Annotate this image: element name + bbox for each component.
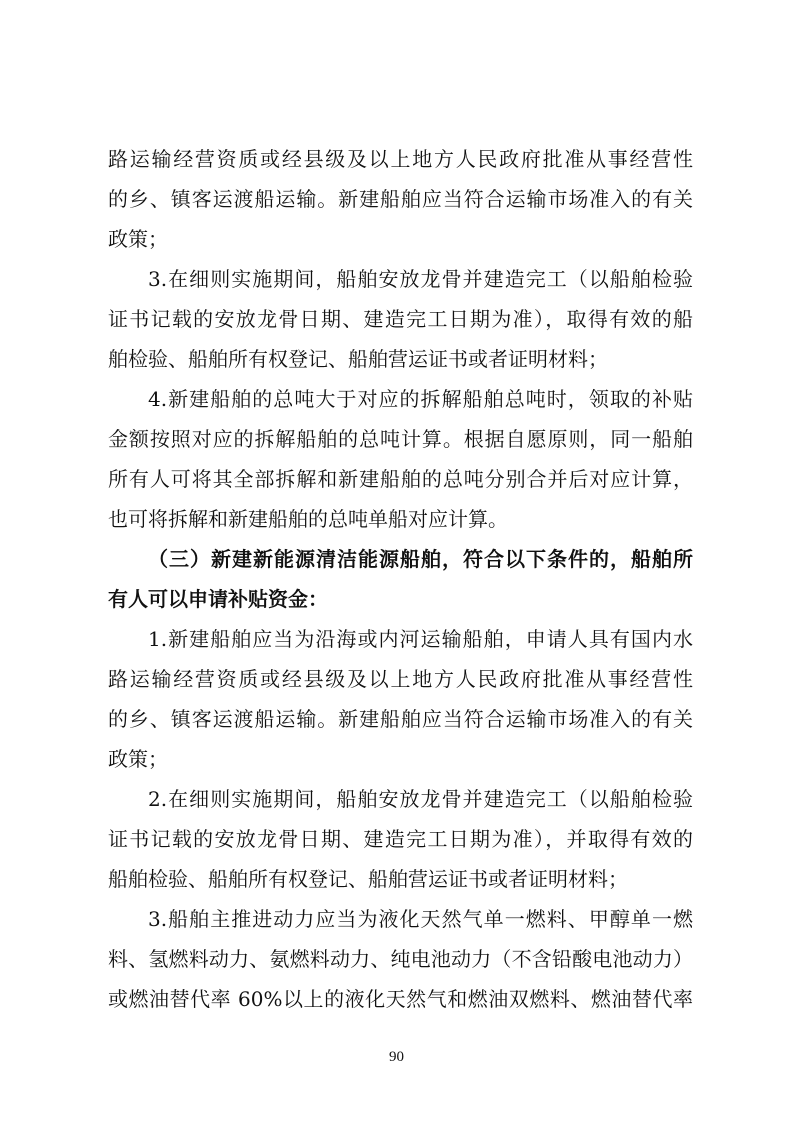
text-line: 2.在细则实施期间，船舶安放龙骨并建造完工（以船舶检验 — [148, 787, 693, 811]
section-heading-line: （三）新建新能源清洁能源船舶，符合以下条件的，船舶所 — [148, 547, 693, 571]
text-line: 1.新建船舶应当为沿海或内河运输船舶，申请人具有国内水 — [148, 627, 693, 651]
section-heading-line: 有人可以申请补贴资金： — [108, 587, 328, 611]
text-line: 政策； — [108, 227, 168, 251]
text-line: 的乡、镇客运渡船运输。新建船舶应当符合运输市场准入的有关 — [108, 187, 693, 211]
text-line: 3.船舶主推进动力应当为液化天然气单一燃料、甲醇单一燃 — [148, 907, 693, 931]
text-line: 料、氢燃料动力、氨燃料动力、纯电池动力（不含铅酸电池动力） — [108, 947, 693, 971]
text-line: 船舶检验、船舶所有权登记、船舶营运证书或者证明材料； — [108, 867, 628, 891]
page-number: 90 — [389, 1049, 404, 1065]
text-line: 金额按照对应的拆解船舶的总吨计算。根据自愿原则，同一船舶 — [108, 427, 693, 451]
text-line: 的乡、镇客运渡船运输。新建船舶应当符合运输市场准入的有关 — [108, 707, 693, 731]
text-line: 所有人可将其全部拆解和新建船舶的总吨分别合并后对应计算， — [108, 467, 693, 491]
text-line: 证书记载的安放龙骨日期、建造完工日期为准），并取得有效的 — [108, 827, 693, 851]
text-line: 舶检验、船舶所有权登记、船舶营运证书或者证明材料； — [108, 347, 608, 371]
text-line: 路运输经营资质或经县级及以上地方人民政府批准从事经营性 — [108, 667, 693, 691]
text-line: 3.在细则实施期间，船舶安放龙骨并建造完工（以船舶检验 — [148, 267, 693, 291]
text-line: 证书记载的安放龙骨日期、建造完工日期为准），取得有效的船 — [108, 307, 693, 331]
text-line: 也可将拆解和新建船舶的总吨单船对应计算。 — [108, 507, 508, 531]
text-line: 政策； — [108, 747, 168, 771]
text-line: 路运输经营资质或经县级及以上地方人民政府批准从事经营性 — [108, 147, 693, 171]
text-line: 或燃油替代率 60%以上的液化天然气和燃油双燃料、燃油替代率 — [108, 987, 693, 1011]
text-line: 4.新建船舶的总吨大于对应的拆解船舶总吨时，领取的补贴 — [148, 387, 693, 411]
